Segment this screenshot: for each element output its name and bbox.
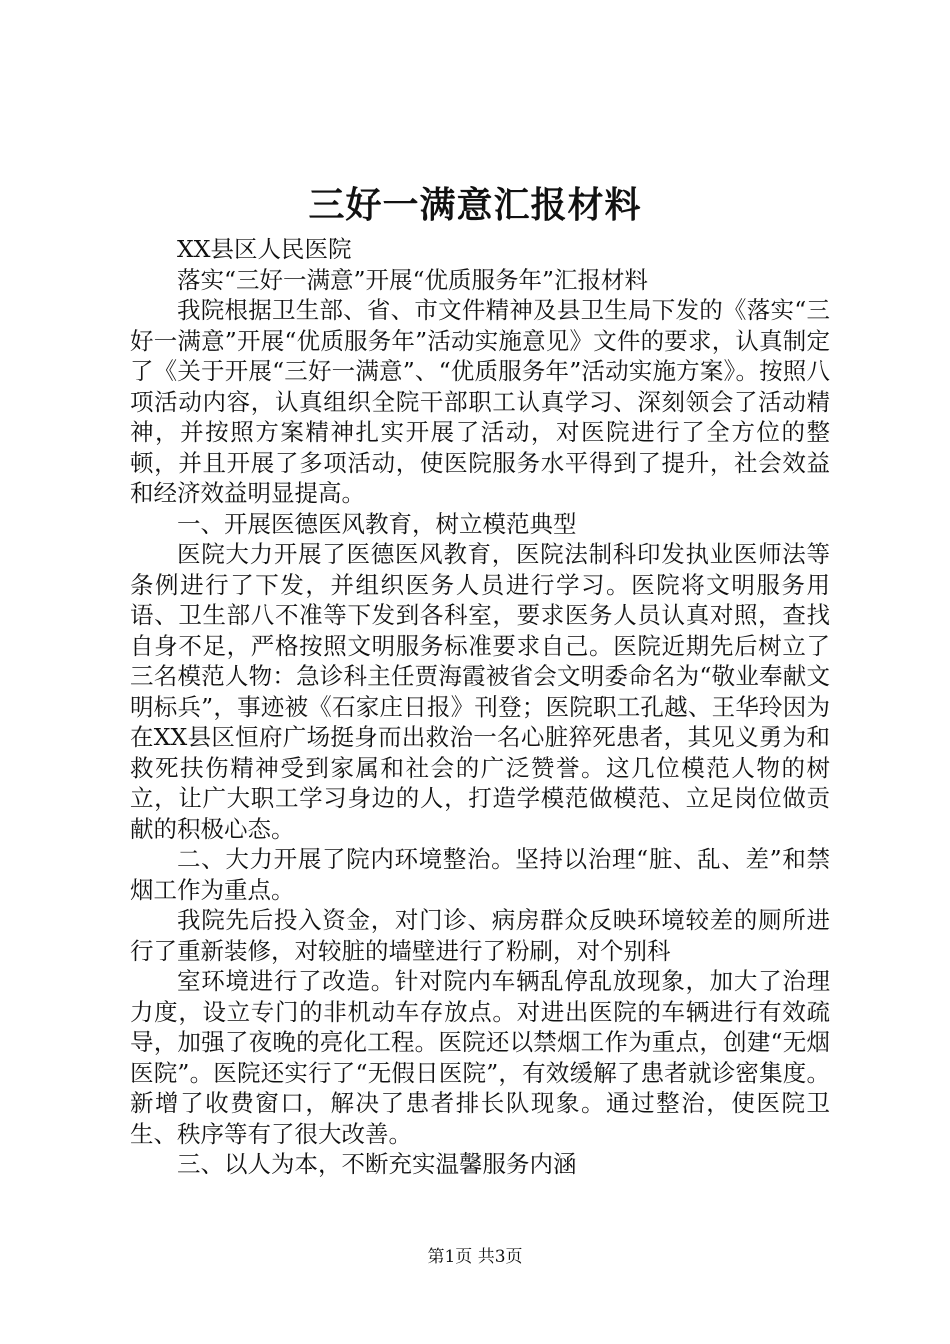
document-body [130, 234, 830, 1180]
paragraph-report-subtitle: 落实“三好一满意”开展“优质服务年”汇报材料 [177, 265, 649, 294]
document-title: 三好一满意汇报材料 [308, 184, 642, 226]
section-heading-1: 一、开展医德医风教育，树立模范典型 [177, 509, 577, 538]
section-heading-3: 三、以人为本，不断充实温馨服务内涵 [177, 1150, 577, 1178]
paragraph-hospital-name: XX县区人民医院 [177, 235, 352, 263]
paragraph-section-1: 医院大力开展了医德医风教育，医院法制科印发执业医师法等条例进行了下发，并组织医务人员进行学习。医院将文明服务用语、卫生部八不准等下发到各科室，要求医务人员认真对照，查找自身不足，严格按照文明服务标准要求自己。医院近期先后树立了三名模范人物：急诊科主任贾海霞被省会文明委命名为“敬业奉献文明标兵”，事迹被《石家庄日报》刊登；医院职工孔越、王华玲因为在XX县区恒府广场挺身而出救治一名心脏猝死患者，其见义勇为和救死扶伤精神受到家属和社会的广泛赞誉。这几位模范人物的树立，让广大职工学习身边的人，打造学模范做模范、立足岗位做贡献的积极心态。 [130, 540, 830, 843]
section-heading-2: 二、大力开展了院内环境整治。坚持以治理“脏、乱、差”和禁烟工作为重点。 [130, 845, 830, 904]
paragraph-section-2b: 室环境进行了改造。针对院内车辆乱停乱放现象，加大了治理力度，设立专门的非机动车存放点。对进出医院的车辆进行有效疏导，加强了夜晚的亮化工程。医院还以禁烟工作为重点，创建“无烟医院”。医院还实行了“无假日医院”，有效缓解了患者就诊密集度。新增了收费窗口，解决了患者排长队现象。通过整治，使医院卫生、秩序等有了很大改善。 [130, 967, 830, 1148]
paragraph-section-2a: 我院先后投入资金，对门诊、病房群众反映环境较差的厕所进行了重新装修，对较脏的墙壁进行了粉刷，对个别科 [130, 906, 830, 965]
paragraph-intro: 我院根据卫生部、省、市文件精神及县卫生局下发的《落实“三好一满意”开展“优质服务年”活动实施意见》文件的要求，认真制定了《关于开展“三好一满意”、“优质服务年”活动实施方案》。按照八项活动内容，认真组织全院干部职工认真学习、深刻领会了活动精神，并按照方案精神扎实开展了活动，对医院进行了全方位的整顿，并且开展了多项活动，使医院服务水平得到了提升，社会效益和经济效益明显提高。 [130, 296, 830, 507]
page-footer: 第1页 共3页 [427, 1247, 523, 1267]
